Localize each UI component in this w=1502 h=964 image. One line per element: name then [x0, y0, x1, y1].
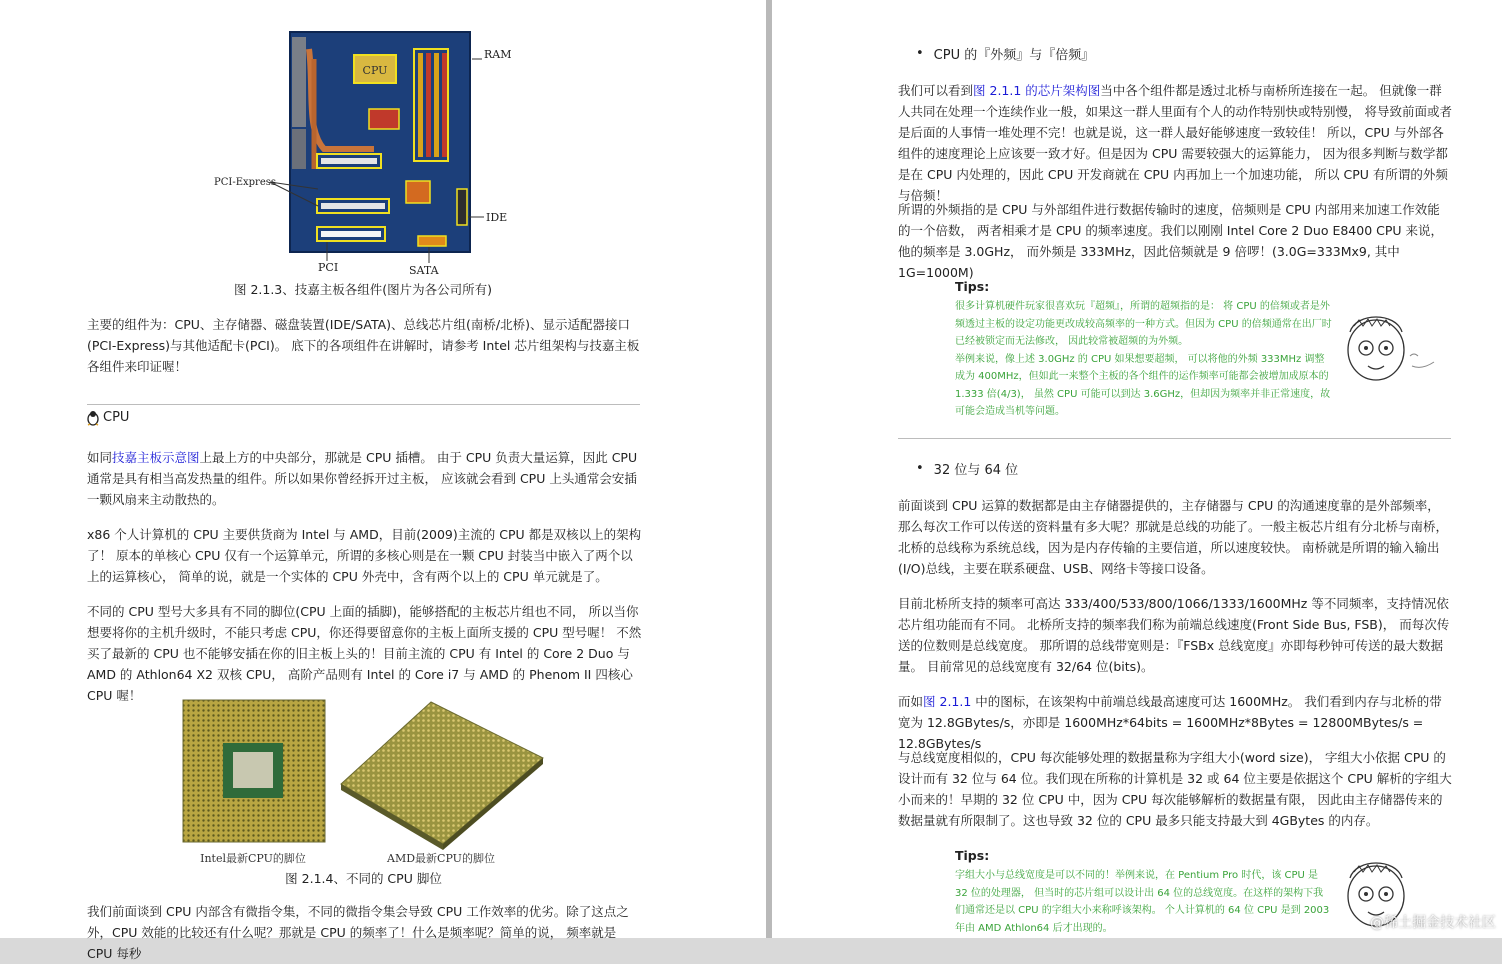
motherboard-diagram-link[interactable]: 技嘉主板示意图 — [112, 450, 200, 465]
section-divider-right — [898, 438, 1451, 439]
bullet-32-64-bit — [916, 459, 1018, 478]
tips-body-word-size: 字组大小与总线宽度是可以不同的！举例来说，在 Pentium Pro 时代，该 CPU 是 32 位的处理器， 但当时的芯片组可以设计出 64 位的总线宽度。在这样的架构下我们通常还是以 CPU 的字组大小来称呼该架构。 个人计算机的 64 位 CPU 是到 2003 年由 AMD Athlon64 后才出现的。 — [955, 870, 1330, 934]
tips-body-text: 很多计算机硬件玩家很喜欢玩『超频』，所谓的超频指的是： 将 CPU 的倍频或者是外频透过主板的设定功能更改成较高频率的一种方式。但因为 CPU 的倍频通常在出厂时已经被锁定而无法修改， 因此较常被超频的为外频。 举例来说，像上述 3.0GHz 的 CPU 如果想要超频， 可以将他的外频 333MHz 调整成为 400MHz，但如此一来整个主板的各个组件的运作频率可能都会被增加成原本的 1.333 倍(4/3)， 虽然 CPU 可能可以到达 3.6GHz，但却因为频率并非正常速度，故可能会造成当机等问题。 — [955, 301, 1332, 417]
ram-label: RAM — [484, 48, 512, 61]
section-title-cpu — [87, 410, 129, 425]
para-prefix: 我们可以看到 — [898, 83, 974, 98]
paragraph-cpu-socket — [87, 447, 643, 510]
section-title-text: CPU — [103, 410, 130, 425]
watermark: @稀土掘金技术社区 — [1370, 915, 1496, 931]
para-rest: 上最上方的中央部分，那就是 CPU 插槽。 由于 CPU 负责大量运算，因此 CPU 通常是具有相当高发热量的组件。所以如果你曾经拆开过主板， 应该就会看到 CPU 上头通常会安插一颗风扇来主动散热的。 — [87, 450, 638, 507]
figure-caption-2-1-4: 图 2.1.4、不同的 CPU 脚位 — [285, 871, 442, 886]
amd-pins-label: AMD最新CPU的脚位 — [387, 852, 495, 865]
paragraph-multicore: x86 个人计算机的 CPU 主要供货商为 Intel 与 AMD，目前(2009)主流的 CPU 都是双核以上的架构了！ 原本的单核心 CPU 仅有一个运算单元，所谓的多核心则是在一颗 CPU 封装当中嵌入了两个以上的运算核心， 简单的说，就是一个实体的 CPU 外壳中，含有两个以上的 CPU 单元就是了。 — [87, 527, 642, 584]
motherboard-image — [214, 29, 512, 278]
right-page — [772, 0, 1502, 938]
paragraph-frequency: 我们前面谈到 CPU 内部含有微指令集，不同的微指令集会导致 CPU 工作效率的优劣。除了这点之外，CPU 效能的比较还有什么呢？那就是 CPU 的频率了！什么是频率呢？简单的说， 频率就是 CPU 每秒 — [87, 904, 629, 961]
bullet-text: CPU 的『外频』与『倍频』 — [933, 48, 1095, 63]
para-prefix: 而如 — [898, 694, 924, 709]
paragraph-word-size: 与总线宽度相似的，CPU 每次能够处理的数据量称为字组大小(word size)， 字组大小依据 CPU 的设计而有 32 位与 64 位。我们现在所称的计算机是 32 或 64 位主要是依据这个 CPU 解析的字组大小而来的！早期的 32 位 CPU 中，因为 CPU 每次能够解析的数据量有限， 因此由主存储器传来的数据量就有所限制了。这也导致 32 位的 CPU 最多只能支持最大到 4GBytes 的内存。 — [898, 750, 1452, 828]
chipset-diagram-link[interactable]: 图 2.1.1 的芯片架构图 — [973, 83, 1101, 98]
tips-title-2: Tips: — [955, 848, 990, 863]
cartoon-face-icon — [1338, 306, 1450, 390]
pcie-label: PCI-Express — [214, 177, 277, 188]
ide-label: IDE — [486, 211, 508, 224]
paragraph-bus: 前面谈到 CPU 运算的数据都是由主存储器提供的，主存储器与 CPU 的沟通速度靠的是外部频率， 那么每次工作可以传送的资料量有多大呢？那就是总线的功能了。一般主板芯片组有分北桥与南桥， 北桥的总线称为系统总线，因为是内存传输的主要信道，所以速度较快。 南桥就是所谓的输入输出(I/O)总线，主要在联系硬盘、USB、网络卡等接口设备。 — [898, 498, 1449, 576]
bullet-text: 32 位与 64 位 — [933, 463, 1019, 478]
paragraph-components: 主要的组件为：CPU、主存储器、磁盘装置(IDE/SATA)、总线芯片组(南桥/北桥)、显示适配器接口(PCI-Express)与其他适配卡(PCI)。 底下的各项组件在讲解时，请参考 Intel 芯片组架构与技嘉主板各组件来印证喔！ — [87, 317, 640, 374]
para-prefix: 如同 — [87, 450, 113, 465]
bullet-dot: • — [916, 461, 924, 476]
intel-pins-label: Intel最新CPU的脚位 — [200, 852, 306, 865]
cpu-label: CPU — [362, 64, 388, 77]
section-divider — [87, 404, 640, 405]
para-rest: 当中各个组件都是透过北桥与南桥所连接在一起。 但就像一群人共同在处理一个连续作业一般，如果这一群人里面有个人的动作特别快或特别慢， 将导致前面或者是后面的人事情一堆处理不完！也就是说，这一群人最好能够速度一致较佳！ 所以，CPU 与外部各组件的速度理论上应该要一致才好。但是因为 CPU 需要较强大的运算能力， 因为很多判断与数学都是在 CPU 内处理的，因此 CPU 开发商就在 CPU 内再加上一个加速功能， 所以 CPU 有所谓的外频与倍频！ — [898, 83, 1452, 203]
figure-2-1-1-link[interactable]: 图 2.1.1 — [923, 694, 972, 709]
bullet-dot: • — [916, 46, 924, 61]
paragraph-multiplier: 所谓的外频指的是 CPU 与外部组件进行数据传输时的速度，倍频则是 CPU 内部用来加速工作效能的一个倍数， 两者相乘才是 CPU 的频率速度。我们以刚刚 Intel Core 2 Duo E8400 CPU 来说，他的频率是 3.0GHz， 而外频是 333MHz，因此倍频就是 9 倍啰！(3.0G=333Mx9, 其中 1G=1000M) — [898, 202, 1444, 280]
paragraph-pin-layout: 不同的 CPU 型号大多具有不同的脚位(CPU 上面的插脚)，能够搭配的主板芯片组也不同， 所以当你想要将你的主机升级时，不能只考虑 CPU，你还得要留意你的主板上面所支援的 CPU 型号喔！ 不然买了最新的 CPU 也不能够安插在你的旧主板上头的！目前主流的 CPU 有 Intel 的 Core 2 Duo 与 AMD 的 Athlon64 X2 双核 CPU， 高阶产品则有 Intel 的 Core i7 与 AMD 的 Phenom II 四核心 CPU 喔！ — [87, 604, 642, 703]
paragraph-fsb: 目前北桥所支持的频率可高达 333/400/533/800/1066/1333/1600MHz 等不同频率，支持情况依芯片组功能而有不同。 北桥所支持的频率我们称为前端总线速度(Front Side Bus, FSB)， 而每次传送的位数则是总线宽度。 那所谓的总线带宽则是：『FSBx 总线宽度』亦即每秒钟可传送的最大数据量。 目前常见的总线宽度有 32/64 位(bits)。 — [898, 596, 1450, 674]
paragraph-bandwidth — [898, 691, 1452, 754]
cpu-pins-image — [181, 698, 546, 866]
tips-title-1: Tips: — [955, 279, 990, 294]
tux-icon — [87, 410, 99, 425]
motherboard-figure — [214, 29, 512, 278]
cpu-pins-figure — [181, 698, 546, 866]
tips-body-overclock — [955, 298, 1333, 421]
pci-label: PCI — [318, 261, 339, 274]
figure-caption-2-1-3: 图 2.1.3、技嘉主板各组件(图片为各公司所有) — [233, 282, 493, 297]
sata-label: SATA — [409, 264, 439, 277]
para-rest: 中的图标，在该架构中前端总线最高速度可达 1600MHz。 我们看到内存与北桥的带宽为 12.8GBytes/s，亦即是 1600MHz*64bits = 1600MHz*8Bytes = 12800MBytes/s = 12.8GBytes/s — [898, 694, 1442, 751]
bullet-external-frequency — [916, 44, 1094, 63]
paragraph-northbridge — [898, 80, 1452, 206]
